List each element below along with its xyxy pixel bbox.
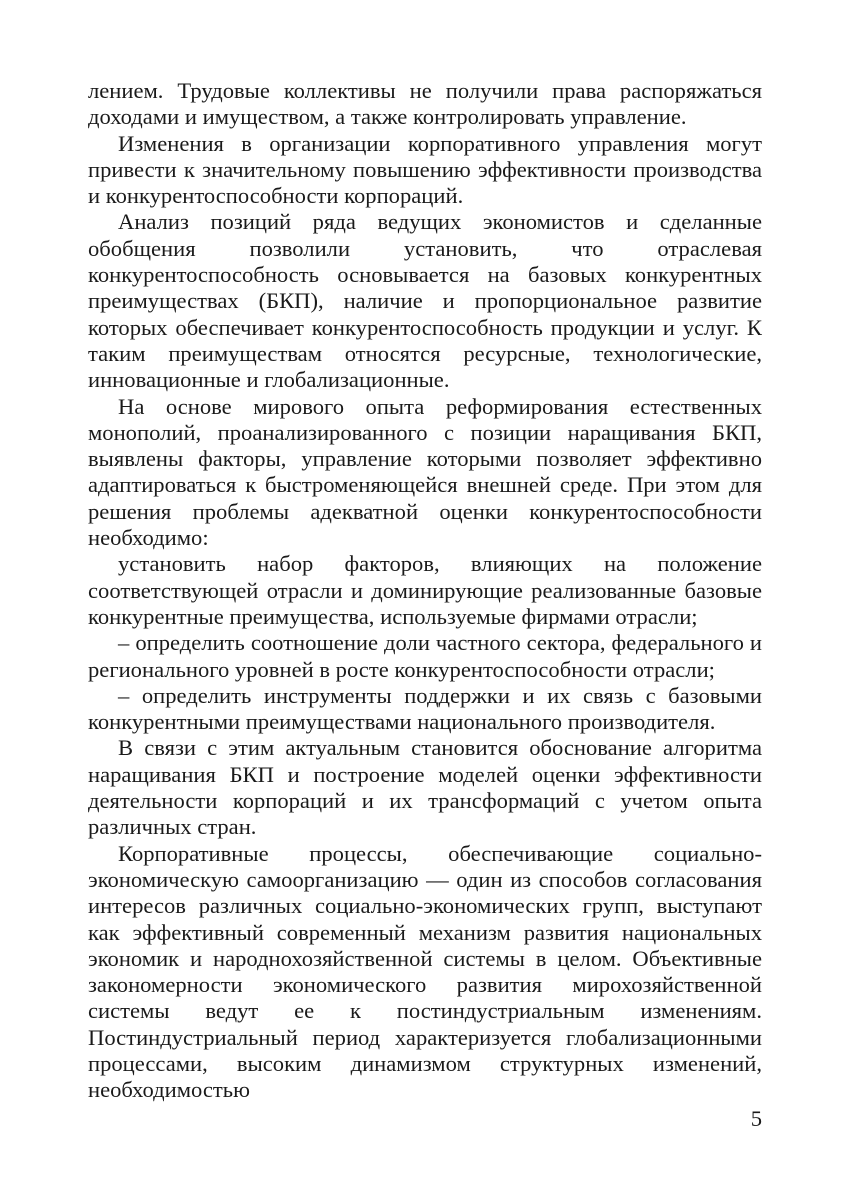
list-item-sector-ratio: – определить соотношение доли частного сектора, федерального и регионального уровней в росте конкурентоспособности отрасли; xyxy=(88,630,762,682)
paragraph-continuation: лением. Трудовые коллективы не получили права распоряжаться доходами и имуществом, а также контролировать управление. xyxy=(88,78,762,130)
paragraph-algorithm: В связи с этим актуальным становится обоснование алгоритма наращивания БКП и построение моделей оценки эффективности деятельности корпораций и их трансформаций с учетом опыта различных стран. xyxy=(88,735,762,840)
list-item-factors: установить набор факторов, влияющих на положение соответствующей отрасли и доминирующие реализованные базовые конкурентные преимущества, используемые фирмами отрасли; xyxy=(88,551,762,629)
paragraph-competitive-advantages: Анализ позиций ряда ведущих экономистов и сделанные обобщения позволили установить, что отраслевая конкурентоспособность основывается на базовых конкурентных преимуществах (БКП), наличие и пропорциональное развитие которых обеспечивает конкурентоспособность продукции и услуг. К таким преимуществам относятся ресурсные, технологические, инновационные и глобализационные. xyxy=(88,209,762,393)
page-body xyxy=(88,78,762,1104)
list-item-support-tools: – определить инструменты поддержки и их связь с базовыми конкурентными преимуществами национального производителя. xyxy=(88,682,762,735)
paragraph-monopolies-reform: На основе мирового опыта реформирования естественных монополий, проанализированного с позиции наращивания БКП, выявлены факторы, управление которыми позволяет эффективно адаптироваться к быстроменяющейся внешней среде. При этом для решения проблемы адекватной оценки конкурентоспособности необходимо: xyxy=(88,393,762,551)
paragraph-corporate-processes: Корпоративные процессы, обеспечивающие социально-экономическую самоорганизацию — один из способов согласования интересов различных социально-экономических групп, выступают как эффективный современный механизм развития национальных экономик и народнохозяйственной системы в целом. Объективные закономерности экономического развития мирохозяйственной системы ведут ее к постиндустриальным изменениям. Постиндустриальный период характеризуется глобализационными процессами, высоким динамизмом структурных изменений, необходимостью xyxy=(88,840,762,1103)
paragraph-corporate-governance: Изменения в организации корпоративного управления могут привести к значительному повышению эффективности производства и конкурентоспособности корпораций. xyxy=(88,130,762,209)
page-number: 5 xyxy=(750,1106,762,1131)
